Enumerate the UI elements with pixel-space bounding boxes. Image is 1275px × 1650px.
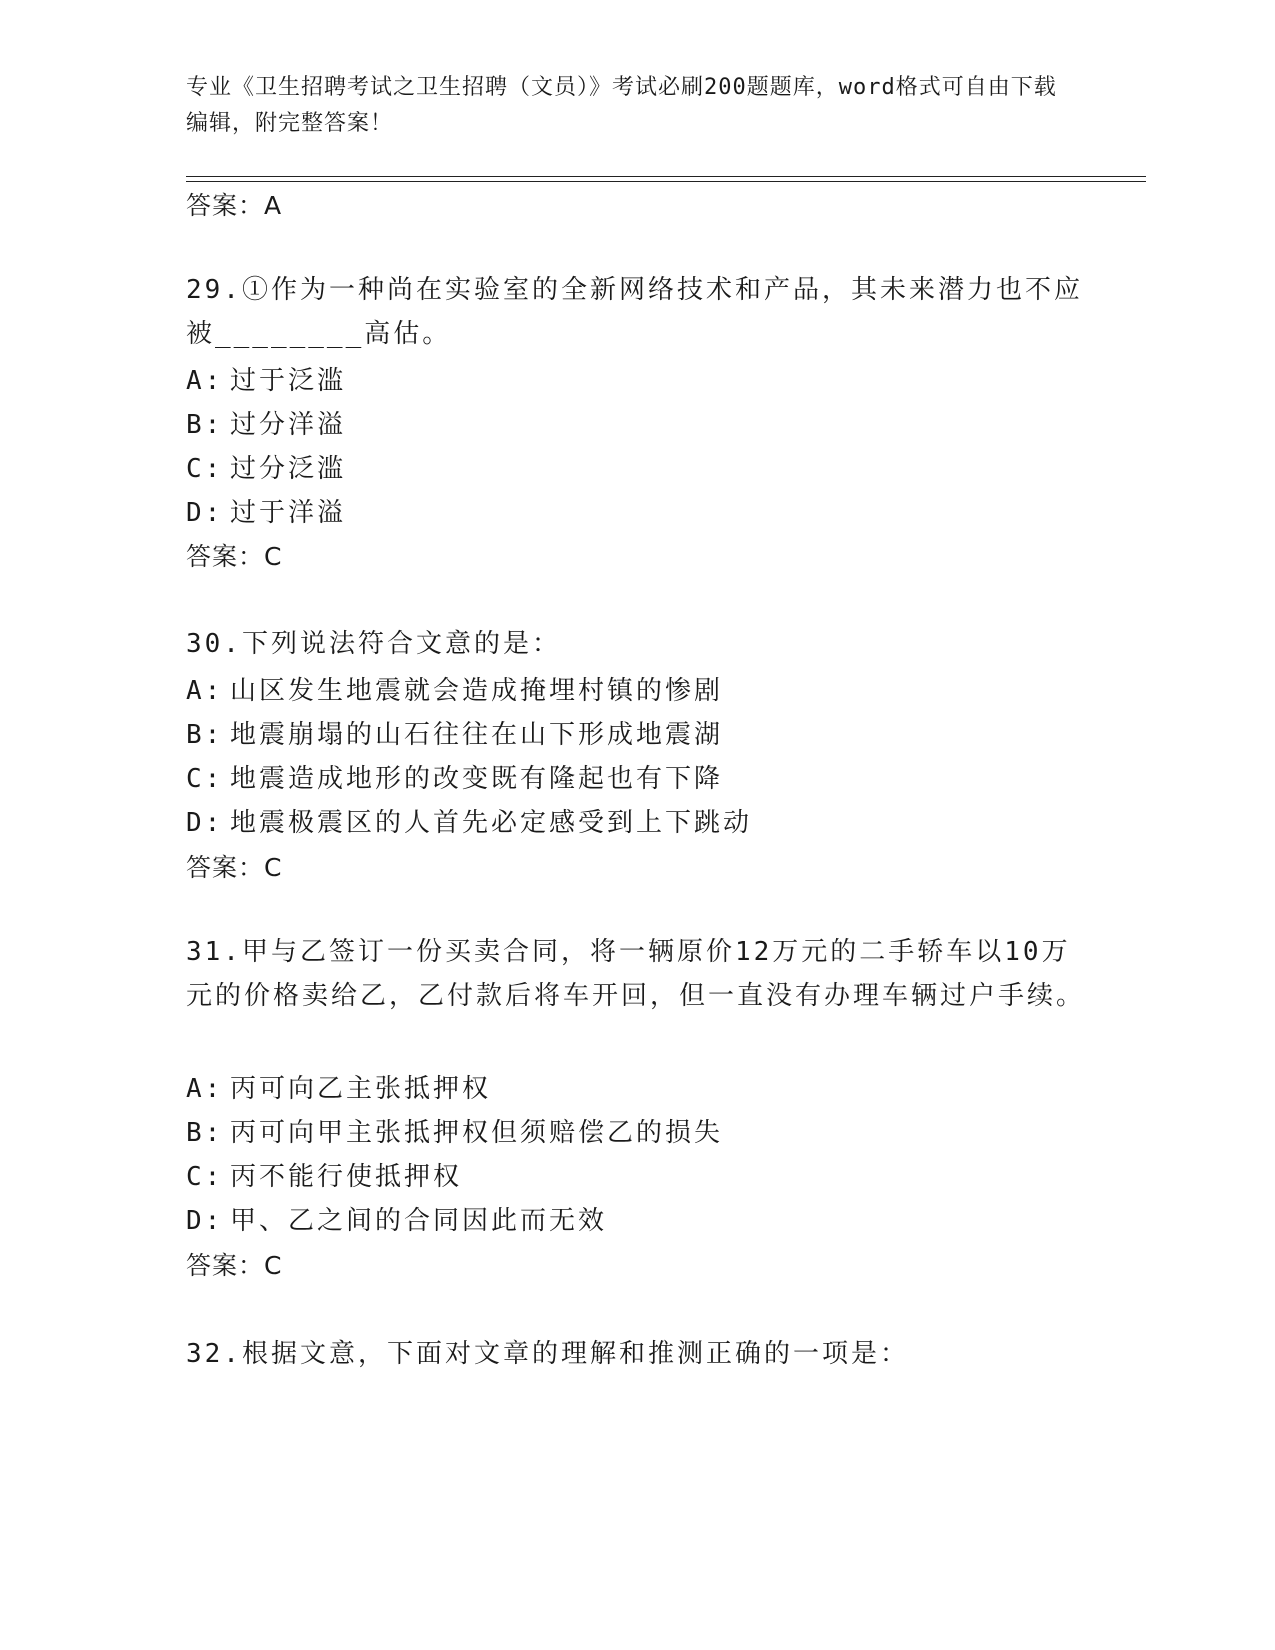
document-header: 专业《卫生招聘考试之卫生招聘（文员）》考试必刷200题题库，word格式可自由下载编辑，附完整答案！ xyxy=(186,75,1057,136)
question-31-stem: 31.甲与乙签订一份买卖合同，将一辆原价12万元的二手轿车以10万元的价格卖给乙，乙付款后将车开回，但一直没有办理车辆过户手续。 xyxy=(186,937,1086,1011)
question-31-option-c: C: 丙不能行使抵押权 xyxy=(186,1162,463,1192)
question-29-option-d: D: 过于洋溢 xyxy=(186,498,347,528)
header-rule-bottom xyxy=(186,181,1146,182)
question-29-option-a: A: 过于泛滥 xyxy=(186,366,347,396)
answer-29: 答案：C xyxy=(186,542,283,571)
question-30-stem: 30.下列说法符合文意的是： xyxy=(186,629,561,659)
question-32-stem: 32.根据文意，下面对文章的理解和推测正确的一项是： xyxy=(186,1339,909,1369)
question-29-option-c: C: 过分泛滥 xyxy=(186,454,347,484)
answer-28: 答案：A xyxy=(186,191,283,220)
question-31-option-d: D: 甲、乙之间的合同因此而无效 xyxy=(186,1206,608,1236)
question-31-option-b: B: 丙可向甲主张抵押权但须赔偿乙的损失 xyxy=(186,1118,724,1148)
question-30-option-a: A: 山区发生地震就会造成掩埋村镇的惨剧 xyxy=(186,676,724,706)
answer-31: 答案：C xyxy=(186,1251,283,1280)
question-30-option-b: B: 地震崩塌的山石往往在山下形成地震湖 xyxy=(186,720,724,750)
answer-30: 答案：C xyxy=(186,853,283,882)
question-29-stem: 29.①作为一种尚在实验室的全新网络技术和产品，其未来潜力也不应被________高估。 xyxy=(186,275,1083,349)
question-31-option-a: A: 丙可向乙主张抵押权 xyxy=(186,1074,492,1104)
question-30-option-c: C: 地震造成地形的改变既有隆起也有下降 xyxy=(186,764,724,794)
header-rule-top xyxy=(186,176,1146,177)
question-30-option-d: D: 地震极震区的人首先必定感受到上下跳动 xyxy=(186,808,753,838)
question-29-option-b: B: 过分洋溢 xyxy=(186,410,347,440)
